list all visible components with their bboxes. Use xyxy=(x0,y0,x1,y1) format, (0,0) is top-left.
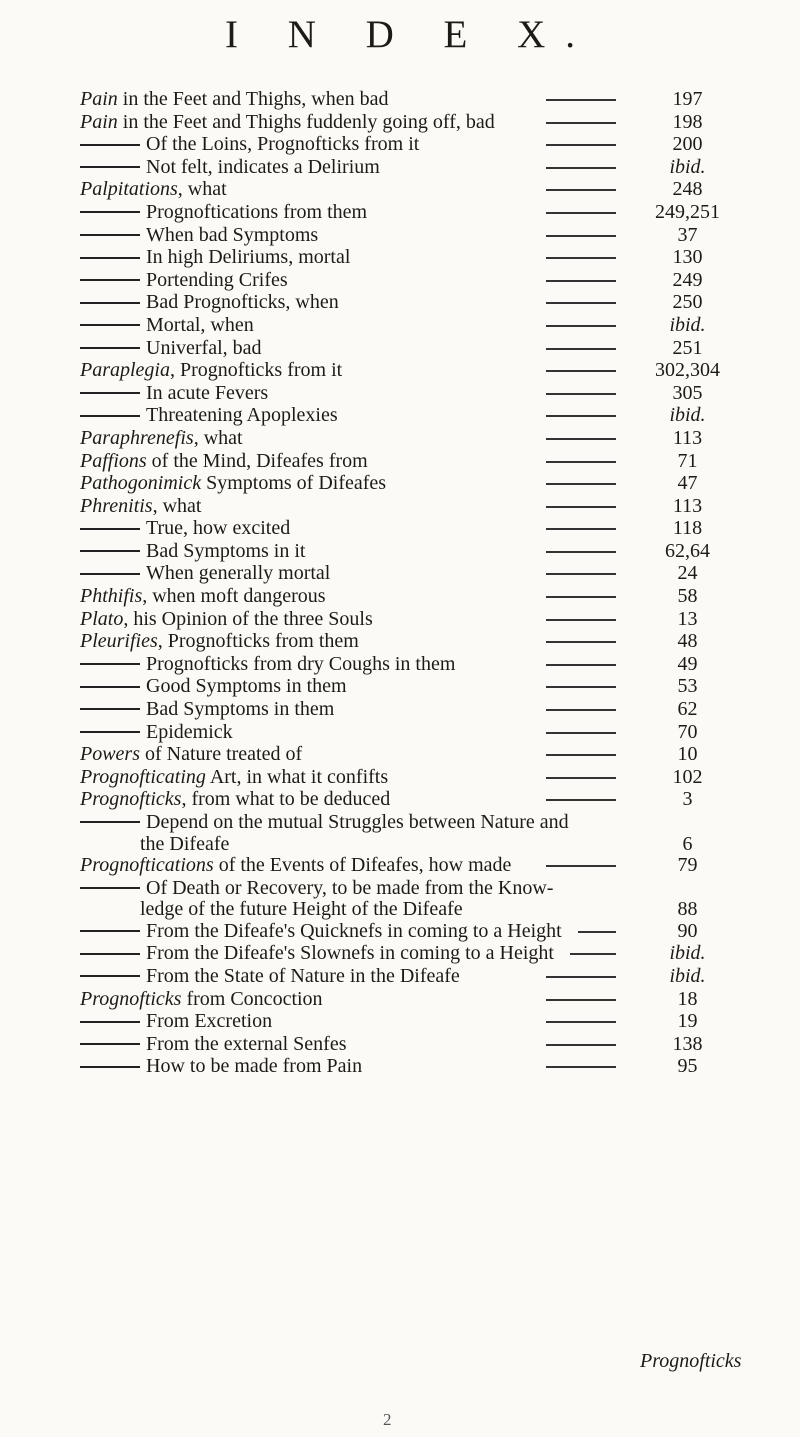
entry-headword: Powers xyxy=(80,743,140,766)
leader-line xyxy=(546,189,616,191)
entry-body: Threatening Apoplexies xyxy=(146,404,338,427)
entry-body: Mortal, when xyxy=(146,313,254,336)
repeat-dash xyxy=(80,887,140,889)
entry-body: Bad Prognofticks, when xyxy=(146,291,339,314)
entry-headword: Pleurifies xyxy=(80,630,158,653)
page-reference: 58 xyxy=(677,585,698,608)
page-reference: 19 xyxy=(677,1010,698,1033)
index-entries xyxy=(0,88,800,1078)
page-reference: ibid. xyxy=(669,404,706,427)
entry-headword: Paraphrenefis xyxy=(80,426,194,449)
repeat-dash xyxy=(80,1021,140,1023)
leader-line xyxy=(546,325,616,327)
entry-text xyxy=(80,920,562,943)
entry-headword: Paffions xyxy=(80,449,147,472)
leader-line xyxy=(546,348,616,350)
leader-line xyxy=(546,619,616,621)
page-reference: 248 xyxy=(672,178,703,201)
entry-body: Epidemick xyxy=(146,720,233,743)
entry-text xyxy=(80,585,326,608)
entry-body: From the external Senfes xyxy=(146,1032,347,1055)
leader-line xyxy=(546,393,616,395)
entry-body: , Prognofticks from it xyxy=(170,359,343,382)
entry-text xyxy=(80,291,339,314)
entry-text xyxy=(80,1033,347,1056)
page-reference: ibid. xyxy=(669,942,706,965)
repeat-dash xyxy=(80,663,140,665)
entry-text xyxy=(80,246,350,269)
entry-text xyxy=(80,517,290,540)
entry-body: From the State of Nature in the Difeafe xyxy=(146,964,460,987)
entry-body: in the Feet and Thighs fuddenly going off, bad xyxy=(117,110,495,133)
index-entry xyxy=(0,224,800,247)
page-reference: 62,64 xyxy=(665,539,710,562)
page-reference: 10 xyxy=(677,743,698,766)
page-reference: 138 xyxy=(672,1032,703,1055)
entry-text xyxy=(80,965,460,988)
entry-body: From Excretion xyxy=(146,1010,273,1033)
repeat-dash xyxy=(80,953,140,955)
index-entry xyxy=(0,291,800,314)
entry-text xyxy=(80,942,554,965)
entry-text xyxy=(80,337,262,360)
entry-text xyxy=(80,877,553,900)
repeat-dash xyxy=(80,415,140,417)
catchword: Prognofticks xyxy=(640,1350,742,1372)
entry-text xyxy=(80,404,338,427)
repeat-dash xyxy=(80,550,140,552)
page-reference: 47 xyxy=(677,472,698,495)
entry-text xyxy=(80,540,305,563)
page-reference: 130 xyxy=(672,246,703,269)
leader-line xyxy=(546,777,616,779)
page-reference: 13 xyxy=(677,607,698,630)
index-entry xyxy=(0,427,800,450)
page-reference: 305 xyxy=(672,381,703,404)
leader-line xyxy=(546,754,616,756)
entry-body: , when moft dangerous xyxy=(142,585,326,608)
entry-text xyxy=(80,224,318,247)
index-entry xyxy=(0,1010,800,1033)
entry-body: , Prognofticks from them xyxy=(157,630,359,653)
index-entry xyxy=(0,988,800,1011)
repeat-dash xyxy=(80,144,140,146)
entry-headword: Palpitations xyxy=(80,178,178,201)
entry-body: the Difeafe xyxy=(140,832,230,855)
entry-headword: Pathogonimick xyxy=(80,472,202,495)
leader-line xyxy=(546,438,616,440)
index-entry xyxy=(0,585,800,608)
index-entry xyxy=(0,766,800,789)
index-entry xyxy=(0,111,800,134)
entry-text xyxy=(80,201,367,224)
index-entry xyxy=(0,965,800,988)
entry-text xyxy=(80,178,227,201)
page-reference: 113 xyxy=(672,426,703,449)
index-entry xyxy=(0,178,800,201)
page-heading: I N D E X. xyxy=(224,13,596,56)
leader-line xyxy=(546,506,616,508)
leader-line xyxy=(546,865,616,867)
page-reference: 113 xyxy=(672,494,703,517)
entry-text xyxy=(140,899,463,920)
leader-line xyxy=(546,370,616,372)
page-reference: 71 xyxy=(677,449,698,472)
page-reference: 90 xyxy=(677,919,698,942)
leader-line xyxy=(546,1021,616,1023)
entry-text xyxy=(80,495,201,518)
repeat-dash xyxy=(80,324,140,326)
index-entry xyxy=(0,517,800,540)
entry-headword: Phrenitis xyxy=(80,494,153,517)
leader-line xyxy=(546,551,616,553)
entry-body: From the Difeafe's Slownefs in coming to a Height xyxy=(146,942,554,965)
index-entry xyxy=(0,788,800,811)
repeat-dash xyxy=(80,1066,140,1068)
entry-text xyxy=(80,675,347,698)
entry-text xyxy=(80,450,368,473)
index-entry xyxy=(0,608,800,631)
repeat-dash xyxy=(80,257,140,259)
page-reference: ibid. xyxy=(669,155,706,178)
leader-line xyxy=(546,280,616,282)
entry-text xyxy=(80,111,495,134)
repeat-dash xyxy=(80,211,140,213)
index-entry xyxy=(0,382,800,405)
entry-text xyxy=(80,988,323,1011)
index-entry xyxy=(0,540,800,563)
entry-headword: Pain xyxy=(80,88,118,110)
repeat-dash xyxy=(80,166,140,168)
entry-text xyxy=(80,314,254,337)
entry-text xyxy=(80,359,342,382)
entry-headword: Prognofticating xyxy=(80,765,206,788)
index-entry xyxy=(0,721,800,744)
entry-text xyxy=(80,653,455,676)
page-reference: 95 xyxy=(677,1055,698,1078)
repeat-dash xyxy=(80,347,140,349)
repeat-dash xyxy=(80,930,140,932)
leader-line xyxy=(546,709,616,711)
page-reference: 48 xyxy=(677,630,698,653)
entry-body: When bad Symptoms xyxy=(146,223,319,246)
leader-line xyxy=(546,999,616,1001)
entry-body: Not felt, indicates a Delirium xyxy=(146,155,380,178)
page-reference: 53 xyxy=(677,675,698,698)
entry-text xyxy=(80,133,419,156)
entry-text xyxy=(80,562,330,585)
repeat-dash xyxy=(80,975,140,977)
leader-line xyxy=(570,953,616,955)
repeat-dash xyxy=(80,573,140,575)
index-entry xyxy=(0,920,800,943)
entry-headword: Prognoftications xyxy=(80,854,214,877)
index-entry xyxy=(0,269,800,292)
repeat-dash xyxy=(80,731,140,733)
page-reference: 249,251 xyxy=(655,200,720,223)
entry-body: Prognoftications from them xyxy=(146,200,368,223)
page-reference: 79 xyxy=(677,854,698,877)
leader-line xyxy=(578,931,616,933)
entry-headword: Prognofticks xyxy=(80,788,182,811)
index-entry xyxy=(0,942,800,965)
entry-body: When generally mortal xyxy=(146,562,331,585)
leader-line xyxy=(546,415,616,417)
leader-line xyxy=(546,664,616,666)
index-entry xyxy=(0,495,800,518)
page-reference: 200 xyxy=(672,133,703,156)
index-entry xyxy=(0,133,800,156)
entry-text xyxy=(80,88,388,111)
index-entry xyxy=(0,653,800,676)
entry-body: Prognofticks from dry Coughs in them xyxy=(146,652,456,675)
leader-line xyxy=(546,257,616,259)
index-entry xyxy=(0,877,800,900)
repeat-dash xyxy=(80,528,140,530)
page-reference: 118 xyxy=(672,517,703,540)
entry-body: , what xyxy=(152,494,202,517)
entry-text xyxy=(140,834,229,855)
index-entry xyxy=(0,630,800,653)
repeat-dash xyxy=(80,302,140,304)
page-reference: 249 xyxy=(672,268,703,291)
entry-body: Art, in what it confifts xyxy=(205,765,389,788)
entry-body: From the Difeafe's Quicknefs in coming to a Height xyxy=(146,919,562,942)
index-entry xyxy=(0,698,800,721)
index-entry xyxy=(0,834,800,855)
page-reference: 62 xyxy=(677,698,698,721)
entry-body: of Nature treated of xyxy=(140,743,303,766)
index-entry xyxy=(0,246,800,269)
page-reference: 49 xyxy=(677,652,698,675)
index-entry xyxy=(0,201,800,224)
page-reference: 18 xyxy=(677,987,698,1010)
entry-text xyxy=(80,472,386,495)
page-reference: ibid. xyxy=(669,964,706,987)
leader-line xyxy=(546,122,616,124)
leader-line xyxy=(546,732,616,734)
leader-line xyxy=(546,573,616,575)
repeat-dash xyxy=(80,686,140,688)
leader-line xyxy=(546,528,616,530)
leader-line xyxy=(546,461,616,463)
entry-text xyxy=(80,766,388,789)
repeat-dash xyxy=(80,279,140,281)
entry-text xyxy=(80,382,268,405)
entry-body: Bad Symptoms in them xyxy=(146,698,335,721)
entry-text xyxy=(80,811,569,834)
page-reference: 37 xyxy=(677,223,698,246)
entry-headword: Plato xyxy=(80,607,124,630)
leader-line xyxy=(546,483,616,485)
entry-text xyxy=(80,1055,362,1078)
page-reference: 3 xyxy=(682,788,693,811)
leader-line xyxy=(546,976,616,978)
repeat-dash xyxy=(80,821,140,823)
entry-body: In acute Fevers xyxy=(146,381,269,404)
entry-body: Of Death or Recovery, to be made from the Know- xyxy=(146,876,554,899)
leader-line xyxy=(546,641,616,643)
index-entry xyxy=(0,854,800,877)
entry-text xyxy=(80,630,359,653)
index-entry xyxy=(0,472,800,495)
entry-text xyxy=(80,1010,272,1033)
entry-body: How to be made from Pain xyxy=(146,1055,363,1078)
entry-text xyxy=(80,788,390,811)
index-entry xyxy=(0,743,800,766)
page-reference: 88 xyxy=(677,898,698,921)
page-reference: 24 xyxy=(677,562,698,585)
entry-body: Of the Loins, Prognofticks from it xyxy=(146,133,420,156)
entry-body: Symptoms of Difeafes xyxy=(201,472,387,495)
entry-body: Depend on the mutual Struggles between Nature and xyxy=(146,811,569,833)
page-reference: 102 xyxy=(672,765,703,788)
entry-text xyxy=(80,269,288,292)
index-entry xyxy=(0,337,800,360)
index-entry xyxy=(0,562,800,585)
page-reference: 70 xyxy=(677,720,698,743)
entry-body: Bad Symptoms in it xyxy=(146,539,306,562)
entry-body: of the Events of Difeafes, how made xyxy=(213,854,512,877)
index-entry xyxy=(0,450,800,473)
page-reference: 251 xyxy=(672,336,703,359)
entry-headword: Phthifis xyxy=(80,585,143,608)
page-reference: ibid. xyxy=(669,313,706,336)
leader-line xyxy=(546,799,616,801)
repeat-dash xyxy=(80,234,140,236)
index-entry xyxy=(0,1033,800,1056)
repeat-dash xyxy=(80,1043,140,1045)
leader-line xyxy=(546,144,616,146)
leader-line xyxy=(546,167,616,169)
entry-body: in the Feet and Thighs, when bad xyxy=(117,88,389,110)
entry-headword: Paraplegia xyxy=(80,359,170,382)
entry-text xyxy=(80,743,302,766)
index-entry xyxy=(0,1055,800,1078)
index-entry xyxy=(0,156,800,179)
entry-body: , from what to be deduced xyxy=(181,788,391,811)
leader-line xyxy=(546,235,616,237)
index-entry xyxy=(0,314,800,337)
leader-line xyxy=(546,212,616,214)
leader-line xyxy=(546,1066,616,1068)
entry-body: True, how excited xyxy=(146,517,291,540)
page-reference: 197 xyxy=(672,88,703,110)
entry-body: , his Opinion of the three Souls xyxy=(123,607,373,630)
entry-headword: Pain xyxy=(80,110,118,133)
entry-body: ledge of the future Height of the Difeafe xyxy=(140,898,463,921)
page-reference: 198 xyxy=(672,110,703,133)
leader-line xyxy=(546,686,616,688)
page-reference: 6 xyxy=(682,832,693,855)
entry-body: , what xyxy=(193,426,243,449)
page-reference: 302,304 xyxy=(655,359,720,382)
entry-body: Good Symptoms in them xyxy=(146,675,347,698)
entry-body: Portending Crifes xyxy=(146,268,288,291)
leader-line xyxy=(546,1044,616,1046)
repeat-dash xyxy=(80,708,140,710)
index-entry xyxy=(0,675,800,698)
entry-body: , what xyxy=(177,178,227,201)
page-reference: 250 xyxy=(672,291,703,314)
index-entry xyxy=(0,899,800,920)
entry-body: In high Deliriums, mortal xyxy=(146,246,351,269)
entry-text xyxy=(80,608,373,631)
index-entry xyxy=(0,404,800,427)
entry-body: from Concoction xyxy=(181,987,323,1010)
entry-text xyxy=(80,698,334,721)
entry-text xyxy=(80,854,511,877)
entry-body: Univerfal, bad xyxy=(146,336,262,359)
index-entry xyxy=(0,811,800,834)
index-entry xyxy=(0,88,800,111)
entry-body: of the Mind, Difeafes from xyxy=(146,449,368,472)
signature-mark: 2 xyxy=(383,1410,392,1429)
leader-line xyxy=(546,302,616,304)
repeat-dash xyxy=(80,392,140,394)
entry-headword: Prognofticks xyxy=(80,987,182,1010)
leader-line xyxy=(546,596,616,598)
entry-text xyxy=(80,721,233,744)
entry-text xyxy=(80,427,243,450)
leader-line xyxy=(546,99,616,101)
index-entry xyxy=(0,359,800,382)
entry-text xyxy=(80,156,380,179)
